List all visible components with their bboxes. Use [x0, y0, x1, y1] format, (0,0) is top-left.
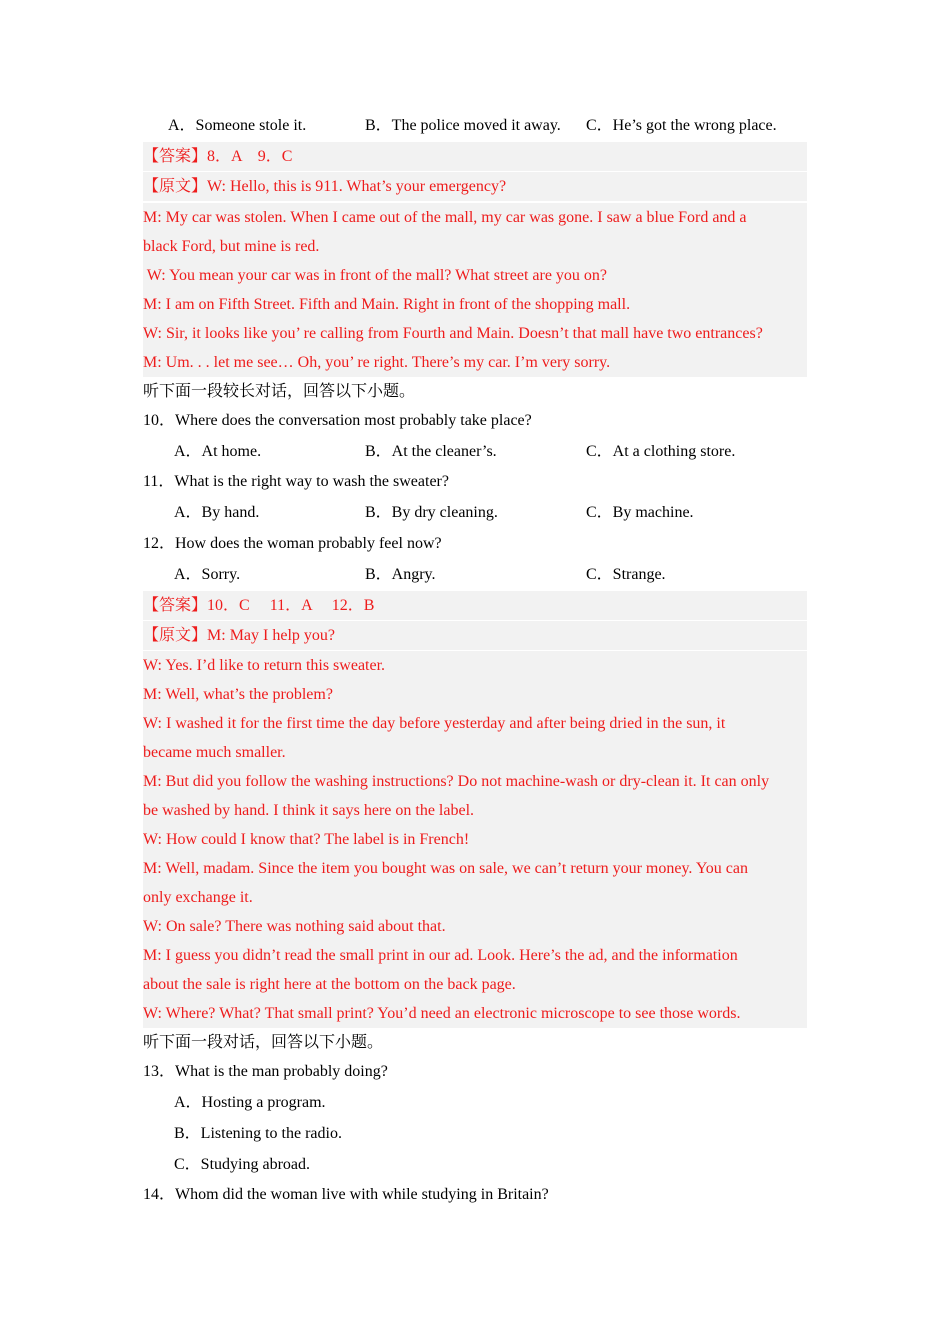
option-b: B．Angry. [365, 566, 436, 583]
option-c: C．Strange. [586, 566, 666, 583]
option-b: B．At the cleaner’s. [365, 443, 497, 460]
transcript-line: W: How could I know that? The label is in French! [143, 825, 807, 854]
answer-line-2 [143, 591, 807, 620]
q9-options [143, 111, 807, 140]
transcript-line: W: On sale? There was nothing said about that. [143, 912, 807, 941]
option-c: C．At a clothing store. [586, 443, 736, 460]
question-11-options [143, 498, 807, 527]
option-c: C．By machine. [586, 504, 694, 521]
option-b: B．By dry cleaning. [365, 504, 498, 521]
transcript-tag: 【原文】 [143, 627, 208, 644]
question-10-stem: 10．Where does the conversation most probably take place? [143, 412, 532, 429]
answer-line-1 [143, 142, 807, 171]
question-10-options [143, 437, 807, 466]
transcript-text: W: Hello, this is 911. What’s your emergency? [207, 178, 507, 195]
section-intro: 听下面一段对话，回答以下小题。 [143, 1034, 384, 1051]
transcript-line: W: I washed it for the first time the day before yesterday and after being dried in the sun, it [143, 709, 807, 738]
transcript-line: M: I guess you didn’t read the small print in our ad. Look. Here’s the ad, and the information [143, 941, 807, 970]
question-13-stem: 13．What is the man probably doing? [143, 1063, 388, 1080]
transcript-first-line-1 [143, 172, 807, 201]
answer-text: 8．A 9．C [207, 148, 293, 165]
transcript-line: became much smaller. [143, 738, 807, 767]
transcript-text: M: May I help you? [207, 627, 335, 644]
answer-tag: 【答案】 [143, 148, 208, 165]
option-a: A．Someone stole it. [168, 117, 307, 134]
option-a: A．At home. [174, 443, 262, 460]
transcript-tag: 【原文】 [143, 178, 208, 195]
transcript-line: about the sale is right here at the bottom on the back page. [143, 970, 807, 999]
transcript-line: only exchange it. [143, 883, 807, 912]
question-14-stem: 14．Whom did the woman live with while studying in Britain? [143, 1186, 549, 1203]
transcript-first-line-2 [143, 621, 807, 650]
transcript-line: M: But did you follow the washing instructions? Do not machine-wash or dry-clean it. It can only [143, 767, 807, 796]
question-12-stem: 12．How does the woman probably feel now? [143, 535, 442, 552]
transcript-line: M: Well, madam. Since the item you bought was on sale, we can’t return your money. You can [143, 854, 807, 883]
option-b: B．The police moved it away. [365, 117, 561, 134]
option-a: A．Sorry. [174, 566, 241, 583]
transcript-line: W: Sir, it looks like you’ re calling from Fourth and Main. Doesn’t that mall have two entrances? [143, 319, 807, 348]
transcript-line: M: Well, what’s the problem? [143, 680, 807, 709]
option-c: C．He’s got the wrong place. [586, 117, 777, 134]
transcript-line: black Ford, but mine is red. [143, 232, 807, 261]
answer-tag: 【答案】 [143, 597, 208, 614]
transcript-line: W: Where? What? That small print? You’d need an electronic microscope to see those words. [143, 999, 807, 1028]
answer-text: 10．C 11．A 12．B [207, 597, 375, 614]
transcript-line: be washed by hand. I think it says here on the label. [143, 796, 807, 825]
question-11-stem: 11．What is the right way to wash the sweater? [143, 473, 449, 490]
transcript-line: M: Um. . . let me see… Oh, you’ re right. There’s my car. I’m very sorry. [143, 348, 807, 377]
transcript-line: M: My car was stolen. When I came out of the mall, my car was gone. I saw a blue Ford and a [143, 203, 807, 232]
question-12-options [143, 560, 807, 589]
option-c: C．Studying abroad. [174, 1156, 310, 1173]
option-b: B．Listening to the radio. [174, 1125, 342, 1142]
section-intro: 听下面一段较长对话，回答以下小题。 [143, 383, 416, 400]
option-a: A．Hosting a program. [174, 1094, 326, 1111]
option-a: A．By hand. [174, 504, 260, 521]
transcript-line: W: You mean your car was in front of the mall? What street are you on? [143, 261, 807, 290]
transcript-line: W: Yes. I’d like to return this sweater. [143, 651, 807, 680]
transcript-line: M: I am on Fifth Street. Fifth and Main. Right in front of the shopping mall. [143, 290, 807, 319]
